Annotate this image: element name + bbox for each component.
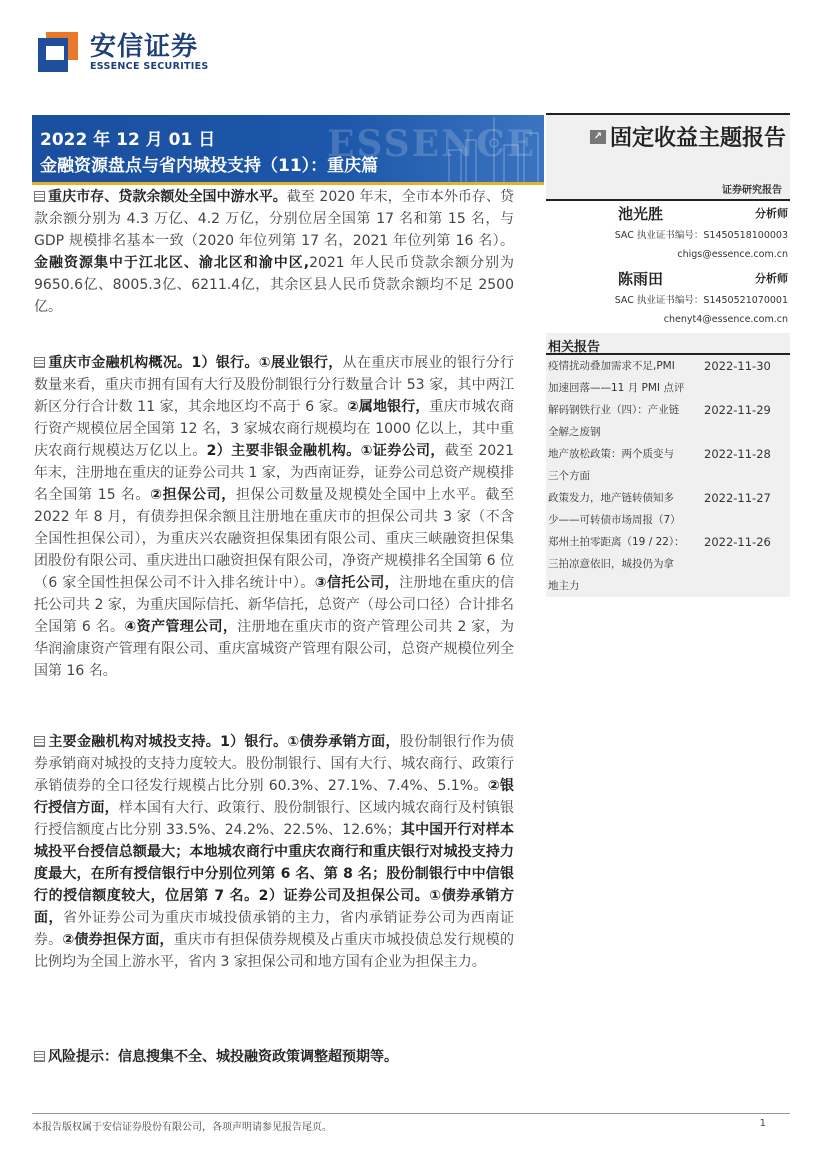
- bold-text-segment: 重庆市存、贷款余额处全国中游水平。: [48, 189, 287, 205]
- analyst-role: 分析师: [755, 272, 788, 285]
- related-report-title[interactable]: 地主力: [548, 580, 580, 592]
- bold-text-segment: ③信托公司，: [314, 575, 400, 591]
- related-report-title[interactable]: 解码钢铁行业（四）：产业链: [548, 404, 680, 416]
- text-segment: 截至 2021 年末，注册地在重庆的证券公司共 1 家，为西南证券，证券公司总资产规模排名全国第 15 名。: [34, 443, 514, 503]
- related-report-date: [704, 553, 788, 575]
- related-report-item: [546, 553, 790, 575]
- text-segment: 担保公司数量及规模处全国中上水平。截至 2022 年 8 月，有债券担保余额且注册地在重庆市的担保公司共 3 家（不含全国性担保公司），为重庆兴农融资担保集团有限公司、重庆三峡融资担保集团股份有限公司、重庆进出口融资担保有限公司，净资产规模排名全国第 6 位（6 家全国性担保公司不计入排名统计中）。: [34, 487, 515, 591]
- company-logo: [38, 32, 209, 72]
- chart-line-icon: ↗: [590, 130, 606, 144]
- related-report-title[interactable]: 地产放松政策：两个质变与: [548, 448, 674, 460]
- bold-text-segment: 金融资源集中于江北区、渝北区和渝中区,: [34, 255, 310, 271]
- bold-text-segment: 主要金融机构对城投支持。1）银行。①债券承销方面，: [48, 734, 400, 750]
- text-segment: 注册地在重庆的信托公司共 2 家，为重庆国际信托、新华信托，总资产（母公司口径）合计排名全国第 6 名。: [34, 575, 515, 635]
- title-banner: [32, 115, 544, 185]
- related-report-date: 2022-11-27: [704, 491, 771, 505]
- bold-text-segment: ②银行授信方面，: [34, 778, 514, 816]
- related-report-item: [546, 377, 790, 399]
- related-report-date: 2022-11-29: [704, 403, 771, 417]
- related-report-date: [704, 465, 788, 487]
- related-report-date: 2022-11-30: [704, 359, 771, 373]
- related-report-item: [546, 575, 790, 597]
- text-segment: 省外证券公司为重庆市城投债承销的主力，省内承销证券公司为西南证券。: [34, 910, 514, 948]
- bold-text-segment: 风险提示：信息搜集不全、城投融资政策调整超预期等。: [48, 1049, 398, 1065]
- report-type-box: [546, 113, 790, 201]
- related-report-title[interactable]: 政策发力，地产链转债知多: [548, 492, 674, 504]
- analyst-email[interactable]: chenyt4@essence.com.cn: [663, 314, 788, 325]
- summary-paragraph: [34, 731, 514, 973]
- related-report-date: [704, 377, 788, 399]
- related-report-title[interactable]: 三拍凉意依旧，城投仍为拿: [548, 558, 674, 570]
- related-report-item[interactable]: [546, 355, 790, 377]
- bold-text-segment: ②债券担保方面，: [62, 932, 174, 948]
- bold-text-segment: 重庆市金融机构概况。1）银行。①展业银行，: [48, 355, 343, 371]
- analyst-sac: SAC 执业证书编号：S1450518100003: [614, 230, 788, 241]
- text-segment: 2021 年人民币贷款余额分别为 9650.6亿、8005.3亿、6211.4亿，其余区县人民币贷款余额均不足 2500 亿。: [34, 255, 514, 315]
- related-report-item[interactable]: [546, 487, 790, 509]
- text-segment: 股份制银行作为债券承销商对城投的支持力度较大。股份制银行、国有大行、城农商行、政策行承销债券的全口径发行规模占比分别 60.3%、27.1%、7.4%、5.1%。: [34, 734, 515, 794]
- text-segment: 截至 2020 年末，全市本外币存、贷款余额分别为 4.3 万亿、4.2 万亿，分别位居全国第 17 名和第 15 名，与 GDP 规模排名基本一致（2020 年位列第 17 名，2021 年位列第 16 名）。: [34, 189, 514, 249]
- related-report-title[interactable]: 全解之废钢: [548, 426, 601, 438]
- related-report-item[interactable]: [546, 443, 790, 465]
- watermark: ESSENCE: [327, 123, 537, 165]
- related-report-title[interactable]: 疫情扰动叠加需求不足,PMI: [548, 360, 675, 372]
- analyst-name: 池光胜: [618, 205, 664, 223]
- related-report-title[interactable]: 少——可转债市场周报（7）: [548, 514, 681, 526]
- text-segment: 重庆市城农商行资产规模位居全国第 12 名，3 家城农商行规模均在 1000 亿以上，其中重庆农商行规模达万亿以上。: [34, 399, 514, 459]
- bullet-icon: [34, 357, 45, 368]
- analyst-name: 陈雨田: [618, 270, 664, 288]
- related-report-item: [546, 421, 790, 443]
- report-title: 金融资源盘点与省内城投支持（11）：重庆篇: [40, 156, 379, 176]
- analyst-role: 分析师: [755, 207, 788, 220]
- related-report-title[interactable]: 三个方面: [548, 470, 590, 482]
- report-date: 2022 年 12 月 01 日: [40, 130, 216, 150]
- bold-text-segment: ②属地银行，: [346, 399, 430, 415]
- related-report-date: 2022-11-28: [704, 447, 771, 461]
- summary-paragraph: [34, 186, 514, 318]
- report-type: 固定收益主题报告: [609, 126, 786, 151]
- risk-paragraph: [34, 1046, 514, 1068]
- page-number: 1: [759, 1118, 766, 1129]
- bullet-icon: [34, 736, 45, 747]
- summary-paragraph: [34, 352, 514, 682]
- analyst-email[interactable]: chigs@essence.com.cn: [677, 249, 788, 260]
- logo-name-cn: 安信证券: [90, 31, 199, 62]
- text-segment: 注册地在重庆市的资产管理公司共 2 家，为华润渝康资产管理有限公司、重庆富城资产管理有限公司，总资产规模位列全国第 16 名。: [34, 619, 515, 679]
- report-category: 证券研究报告: [722, 185, 782, 196]
- text-segment: 样本国有大行、政策行、股份制银行、区域内城农商行及村镇银行授信额度占比分别 33.5%、24.2%、22.5%、12.6%；: [34, 800, 515, 838]
- bold-text-segment: 2）主要非银金融机构。①证券公司，: [206, 443, 445, 459]
- related-report-date: [704, 575, 788, 597]
- related-report-item[interactable]: [546, 531, 790, 553]
- related-report-item[interactable]: [546, 399, 790, 421]
- text-segment: 重庆市有担保债券规模及占重庆市城投债总发行规模的比例均为全国上游水平，省内 3 家担保公司和地方国有企业为担保主力。: [34, 932, 514, 970]
- bold-text-segment: 其中国开行对样本城投平台授信总额最大；本地城农商行中重庆农商行和重庆银行对城投支持力度最大，在所有授信银行中分别位列第 6 名、第 8 名；股份制银行中中信银行的授信额度较大，位居第 7 名。2）证券公司及担保公司。①债券承销方面，: [34, 822, 514, 926]
- bold-text-segment: ④资产管理公司，: [124, 619, 238, 635]
- related-report-item: [546, 465, 790, 487]
- text-segment: 从在重庆市展业的银行分行数量来看，重庆市拥有国有大行及股份制银行分行数量合计 53 家，其中两江新区分行合计数 11 家，其余地区均不高于 6 家。: [34, 355, 514, 415]
- related-report-title[interactable]: 郑州土拍零距离（19 / 22）：: [548, 536, 685, 548]
- bullet-icon: [34, 1051, 45, 1062]
- related-reports-heading: 相关报告: [546, 333, 790, 355]
- logo-name-en: ESSENCE SECURITIES: [90, 60, 209, 72]
- related-report-date: 2022-11-26: [704, 535, 771, 549]
- related-report-title[interactable]: 加速回落——11 月 PMI 点评: [548, 382, 685, 394]
- bold-text-segment: ②担保公司，: [150, 487, 236, 503]
- city-skyline-icon: [444, 115, 544, 185]
- logo-icon: [38, 32, 78, 72]
- related-report-item: [546, 509, 790, 531]
- related-report-date: [704, 509, 788, 531]
- analyst-sac: SAC 执业证书编号：S1450521070001: [614, 295, 788, 306]
- copyright-notice: 本报告版权属于安信证券股份有限公司，各项声明请参见报告尾页。: [32, 1122, 332, 1133]
- bullet-icon: [34, 191, 45, 202]
- page-footer: [32, 1113, 790, 1133]
- related-reports: [546, 333, 790, 597]
- related-report-date: [704, 421, 788, 443]
